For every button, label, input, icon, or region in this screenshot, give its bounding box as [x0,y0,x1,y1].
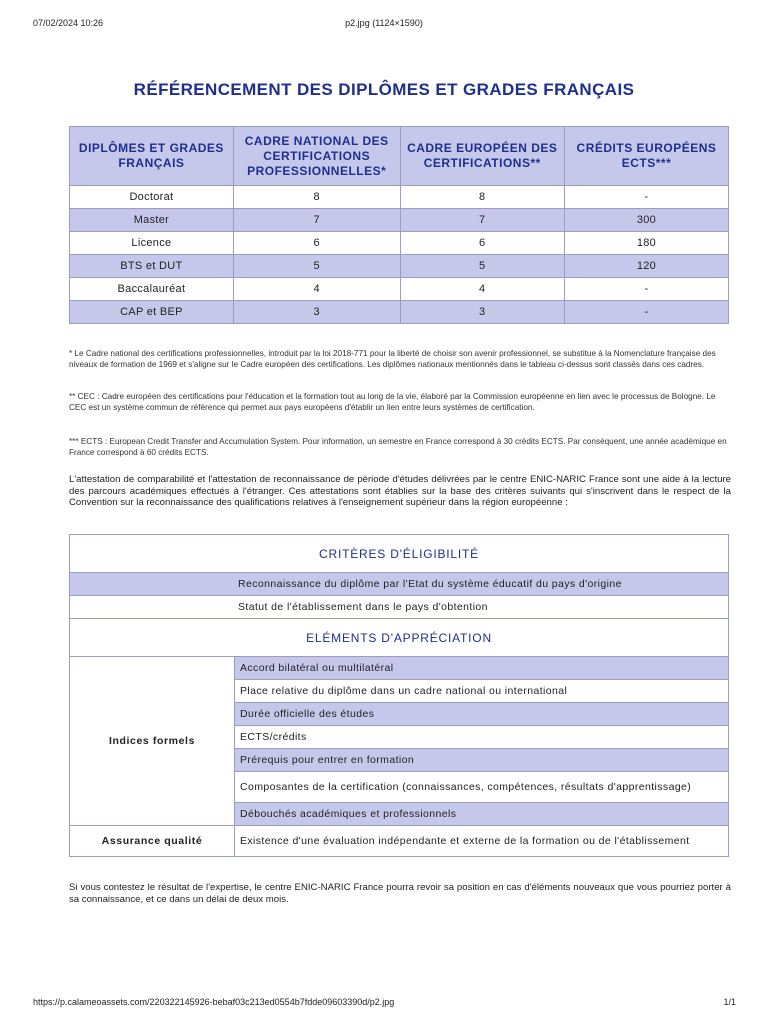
formal-item: ECTS/crédits [235,726,729,749]
table-cell: Master [70,209,234,232]
page-title: RÉFÉRENCEMENT DES DIPLÔMES ET GRADES FRANÇAIS [133,80,635,99]
table-cell: 6 [400,232,564,255]
table-cell: 180 [564,232,728,255]
table-row [70,596,729,619]
table-row [70,657,729,680]
criteria-item: Statut de l'établissement dans le pays d'obtention [70,596,729,619]
table-cell: Licence [70,232,234,255]
table-row [70,255,729,278]
formal-indices-label: Indices formels [70,657,235,826]
header-diplomes: DIPLÔMES ET GRADES FRANÇAIS [70,127,234,186]
table-cell: - [564,278,728,301]
quality-item: Existence d'une évaluation indépendante et externe de la formation ou de l'établissement [235,826,729,857]
table-cell: 5 [400,255,564,278]
table-cell: 6 [233,232,400,255]
formal-item: Accord bilatéral ou multilatéral [235,657,729,680]
table-cell: 120 [564,255,728,278]
print-date: 07/02/2024 10:26 [33,18,104,28]
formal-item: Durée officielle des études [235,703,729,726]
intro-paragraph: L'attestation de comparabilité et l'attestation de reconnaissance de période d'études délivrées par le centre ENIC-NARIC France sont une aide à la lecture des parcours académiques effectués à l'étranger. Ces attestations sont établies sur la base des critères suivants qui s'inscrivent dans le respect de la Convention sur la reconnaissance des qualifications relatives à l'enseignement supérieur dans la région européenne : [69,474,731,509]
header-cadre-national: CADRE NATIONAL DES CERTIFICATIONS PROFESSIONNELLES* [233,127,400,186]
section-row [70,619,729,657]
table-row [70,186,729,209]
table-row [70,278,729,301]
formal-item: Place relative du diplôme dans un cadre national ou international [235,680,729,703]
diploma-table [69,126,729,324]
table-row [70,209,729,232]
table-cell: - [564,301,728,324]
table-header-row [70,127,729,186]
note-cec: ** CEC : Cadre européen des certifications pour l'éducation et la formation tout au long de la vie, élaboré par la Commission européenne en lien avec le processus de Bologne. Le CEC est un système commun de référence qui permet aux pays européens d'établir un lien entre leurs systèmes de certification. [69,392,716,412]
table-cell: CAP et BEP [70,301,234,324]
quality-assurance-label: Assurance qualité [70,826,235,857]
table-cell: 7 [400,209,564,232]
formal-item: Débouchés académiques et professionnels [235,803,729,826]
table-cell: Doctorat [70,186,234,209]
header-cadre-europeen: CADRE EUROPÉEN DES CERTIFICATIONS** [400,127,564,186]
table-cell: 3 [233,301,400,324]
table-row [70,573,729,596]
table-row [70,301,729,324]
table-cell: 300 [564,209,728,232]
criteria-table [69,534,729,857]
section-row [70,535,729,573]
table-cell: 8 [400,186,564,209]
print-page-number: 1/1 [723,997,736,1007]
table-cell: Baccalauréat [70,278,234,301]
table-row [70,826,729,857]
table-row [70,232,729,255]
elements-title: ELÉMENTS D'APPRÉCIATION [70,619,729,657]
table-cell: 4 [233,278,400,301]
table-cell: 3 [400,301,564,324]
table-cell: 5 [233,255,400,278]
header-credits-ects: CRÉDITS EUROPÉENS ECTS*** [564,127,728,186]
note-cncp: * Le Cadre national des certifications professionnelles, introduit par la loi 2018-771 pour la liberté de choisir son avenir professionnel, se substitue à la Nomenclature française des niveaux de formation de 1969 et s'aligne sur le Cadre européen des certifications. Les diplômes nationaux mentionnés dans le tableau ci-dessus sont classés dans ces cadres. [69,349,716,369]
note-ects: *** ECTS : European Credit Transfer and Accumulation System. Pour information, un semestre en France correspond à 30 crédits ECTS. Par conséquent, une année académique en France correspond à 60 crédits ECTS. [69,437,727,457]
table-cell: 7 [233,209,400,232]
table-cell: 4 [400,278,564,301]
criteria-title: CRITÈRES D'ÉLIGIBILITÉ [70,535,729,573]
table-cell: BTS et DUT [70,255,234,278]
table-cell: - [564,186,728,209]
table-cell: 8 [233,186,400,209]
criteria-item: Reconnaissance du diplôme par l'Etat du système éducatif du pays d'origine [70,573,729,596]
print-filename: p2.jpg (1124×1590) [345,18,423,28]
formal-item: Composantes de la certification (connaissances, compétences, résultats d'apprentissage) [235,772,729,803]
closing-paragraph: Si vous contestez le résultat de l'expertise, le centre ENIC-NARIC France pourra revoir sa position en cas d'éléments nouveaux que vous pourriez porter à sa connaissance, et ce dans un délai de deux mois. [69,882,731,905]
print-url: https://p.calameoassets.com/220322145926-bebaf03c213ed0554b7fdde09603390d/p2.jpg [33,997,395,1007]
formal-item: Prérequis pour entrer en formation [235,749,729,772]
